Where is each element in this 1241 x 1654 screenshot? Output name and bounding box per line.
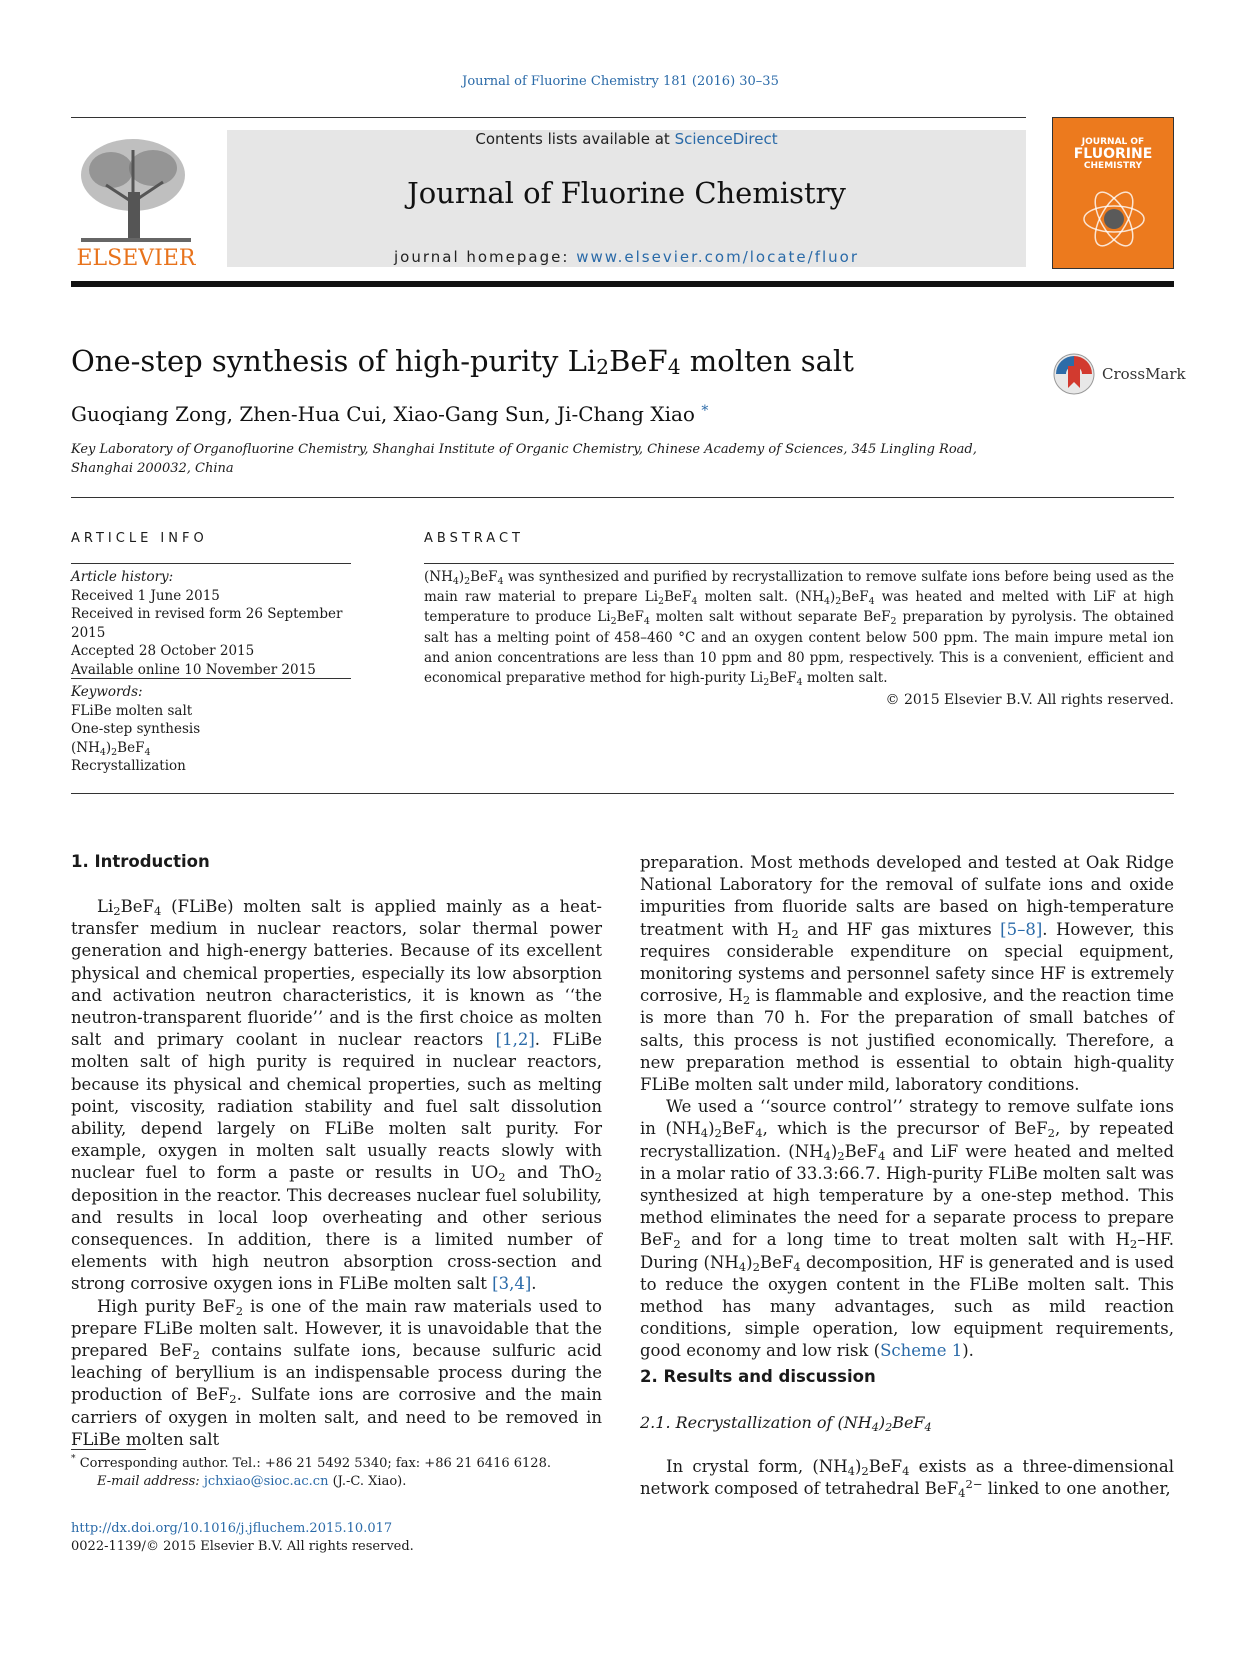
title-part: molten salt — [680, 344, 854, 378]
section-introduction-heading: 1. Introduction — [71, 852, 210, 871]
abstract-copyright: © 2015 Elsevier B.V. All rights reserved. — [885, 692, 1174, 708]
crossmark-badge[interactable] — [1052, 352, 1186, 396]
scheme-link[interactable]: Scheme 1 — [880, 1341, 963, 1361]
authors-text: Guoqiang Zong, Zhen-Hua Cui, Xiao-Gang Sun, Ji-Chang Xiao — [71, 402, 695, 426]
history-item: Received 1 June 2015 — [71, 587, 220, 604]
abstract-end-rule — [71, 793, 1174, 794]
keywords — [71, 683, 361, 776]
sciencedirect-link[interactable]: ScienceDirect — [674, 130, 778, 148]
keyword-item: One-step synthesis — [71, 721, 201, 737]
contents-prefix: Contents lists available at — [475, 130, 670, 148]
email-suffix: (J.-C. Xiao). — [332, 1474, 407, 1489]
paragraph: High purity BeF$_2$ is one of the main raw materials used to prepare FLiBe molten salt. However, it is unavoidable that the prepared BeF$_2$ contains sulfate ions, because sulfuric acid leaching of beryllium is an indispensable process during the production of BeF$_2$. Sulfate ions are corrosive and the main carriers of oxygen in molten salt, and need to be removed in FLiBe molten salt — [71, 1296, 603, 1449]
keyword-item: Recrystallization — [71, 758, 186, 774]
crossmark-icon — [1052, 352, 1096, 396]
elsevier-wordmark: ELSEVIER — [76, 246, 196, 271]
abstract-text: $(NH_4)_2BeF_4$ was synthesized and purified by recrystallization to remove sulfate ions before being used as the main raw material to prepare $Li_2BeF_4$ molten salt. $(NH_4)_2BeF_4$ was heated and melted with LiF at high temperature to produce $Li_2BeF_4$ molten salt without separate BeF$_2$ preparation by pyrolysis. The obtained salt has a melting point of 458–460 °C and an oxygen content below 500 ppm. The main impure metal ion and anion concentrations are less than 10 ppm and 80 ppm, respectively. This is a convenient, efficient and economical preparative method for high-purity $Li_2BeF_4$ molten salt. — [424, 569, 1175, 689]
cover-title-line: JOURNAL OF — [1081, 137, 1145, 147]
footnote-rule — [71, 1449, 146, 1450]
journal-name: Journal of Fluorine Chemistry — [407, 176, 846, 210]
keyword-item: FLiBe molten salt — [71, 702, 193, 719]
keywords-rule — [71, 678, 351, 679]
citation-link[interactable]: [1,2] — [495, 1030, 535, 1050]
header-rule — [71, 117, 1026, 118]
keyword-item: $(NH_4)_2BeF_4$ — [71, 739, 151, 758]
journal-citation[interactable]: Journal of Fluorine Chemistry 181 (2016) 30–35 — [462, 74, 779, 89]
corresponding-text: Corresponding author. Tel.: +86 21 5492 5340; fax: +86 21 6416 6128. — [79, 1456, 551, 1471]
title-part: One-step synthesis of high-purity Li — [71, 344, 597, 378]
title-subscript: 2 — [596, 355, 610, 379]
author-list — [71, 402, 708, 426]
journal-cover[interactable] — [1052, 117, 1174, 269]
issn-line: 0022-1139/© 2015 Elsevier B.V. All rights reserved. — [71, 1539, 414, 1554]
homepage-link[interactable]: www.elsevier.com/locate/fluor — [576, 248, 860, 266]
history-item: Available online 10 November 2015 — [71, 661, 316, 678]
doi-block — [71, 1520, 414, 1556]
atom-icon — [1074, 184, 1154, 254]
section-results-heading: 2. Results and discussion — [640, 1367, 876, 1386]
corresponding-footnote — [71, 1455, 602, 1473]
paragraph: preparation. Most methods developed and tested at Oak Ridge National Laboratory for the removal of sulfate ions and oxide impurities from fluoride salts are based on high-temperature treatment with $H_2$ and HF gas mixtures [5–8]. However, this requires considerable expenditure on special equipment, monitoring systems and personnel safety since HF is extremely corrosive, $H_2$ is flammable and explosive, and the reaction time is more than 70 h. For the preparation of small batches of salts, this process is not justified economically. Therefore, a new preparation method is essential to obtain high-quality FLiBe molten salt under mild, laboratory conditions. — [640, 853, 1174, 1095]
keywords-label: Keywords: — [71, 684, 143, 700]
intro-body-left — [71, 896, 602, 1451]
subsection-recrystallization-heading: 2.1. Recrystallization of $(NH_4)_2BeF_4$ — [640, 1413, 932, 1434]
article-history — [71, 568, 361, 679]
history-item: Received in revised form 26 September 2015 — [71, 606, 343, 641]
history-label: Article history: — [71, 569, 174, 585]
title-subscript: 4 — [667, 355, 681, 379]
contents-line — [227, 130, 1026, 148]
paragraph: $Li_2BeF_4$ (FLiBe) molten salt is applied mainly as a heat-transfer medium in nuclear reactors, solar thermal power generation and high-energy batteries. Because of its excellent physical and chemical properties, especially its low absorption and activation neutron characteristics, it is known as ‘‘the neutron-transparent fluoride’’ and is the first choice as molten salt and primary coolant in nuclear reactors [1,2]. FLiBe molten salt of high purity is required in nuclear reactors, because its physical and chemical properties, such as melting point, viscosity, radiation stability and fuel salt dissolution ability, depend largely on FLiBe molten salt purity. For example, oxygen in molten salt usually reacts slowly with nuclear fuel to form a paste or results in $UO_2$ and ThO$_2$ deposition in the reactor. This decreases nuclear fuel solubility, and results in local loop overheating and other serious consequences. In addition, there is a limited number of elements with high neutron absorption cross-section and strong corrosive oxygen ions in FLiBe molten salt [3,4]. — [71, 897, 603, 1294]
affiliation: Key Laboratory of Organofluorine Chemistry, Shanghai Institute of Organic Chemistry, Chinese Academy of Sciences, 345 Lingling Road, Shanghai 200032, China — [71, 442, 977, 476]
paragraph: We used a ‘‘source control’’ strategy to remove sulfate ions in $(NH_4)_2BeF_4$, which is the precursor of BeF$_2$, by repeated recrystallization. $(NH_4)_2BeF_4$ and LiF were heated and melted in a molar ratio of 33.3:66.7. High-purity FLiBe molten salt was synthesized at high temperature by a one-step method. This method eliminates the need for a separate process to prepare BeF$_2$ and for a long time to treat molten salt with $H_2-HF$. During $(NH_4)_2BeF_4$ decomposition, HF is generated and is used to reduce the oxygen content in the FLiBe molten salt. This method has many advantages, such as mild reaction conditions, simple operation, low equipment requirements, good economy and low risk (Scheme 1). — [640, 1097, 1175, 1361]
corresponding-author-mark[interactable]: * — [701, 403, 709, 419]
history-item: Accepted 28 October 2015 — [71, 643, 255, 659]
cover-title — [1061, 136, 1165, 172]
citation-link[interactable]: [3,4] — [492, 1274, 532, 1294]
homepage-prefix: journal homepage: — [393, 248, 570, 266]
doi-link[interactable]: http://dx.doi.org/10.1016/j.jfluchem.2015.10.017 — [71, 1521, 393, 1536]
paragraph: In crystal form, $(NH_4)_2BeF_4$ exists as a three-dimensional network composed of tetrahedral BeF$_4^{2-}$ linked to one another, — [640, 1457, 1174, 1501]
cover-title-line: FLUORINE — [1073, 146, 1153, 162]
article-info-heading: ARTICLE INFO — [71, 531, 208, 546]
email-label: E-mail address: — [97, 1474, 200, 1489]
abstract-heading: ABSTRACT — [424, 531, 524, 546]
header-thick-rule — [71, 281, 1174, 287]
title-rule — [71, 497, 1174, 498]
info-rule — [71, 563, 351, 564]
article-title — [71, 344, 854, 378]
results-body — [640, 1456, 1174, 1500]
footnote-block — [71, 1455, 602, 1491]
cover-title-line: CHEMISTRY — [1083, 161, 1143, 171]
elsevier-logo[interactable] — [71, 130, 201, 270]
citation-link[interactable]: [5–8] — [1000, 919, 1043, 939]
intro-body-right — [640, 852, 1174, 1363]
email-link[interactable]: jchxiao@sioc.ac.cn — [203, 1474, 329, 1489]
title-part: BeF — [609, 344, 668, 378]
crossmark-label: CrossMark — [1102, 365, 1186, 383]
journal-homepage — [227, 248, 1026, 266]
email-footnote — [71, 1473, 602, 1491]
abstract-rule — [424, 563, 1174, 564]
footnote-mark: * — [71, 1454, 76, 1464]
